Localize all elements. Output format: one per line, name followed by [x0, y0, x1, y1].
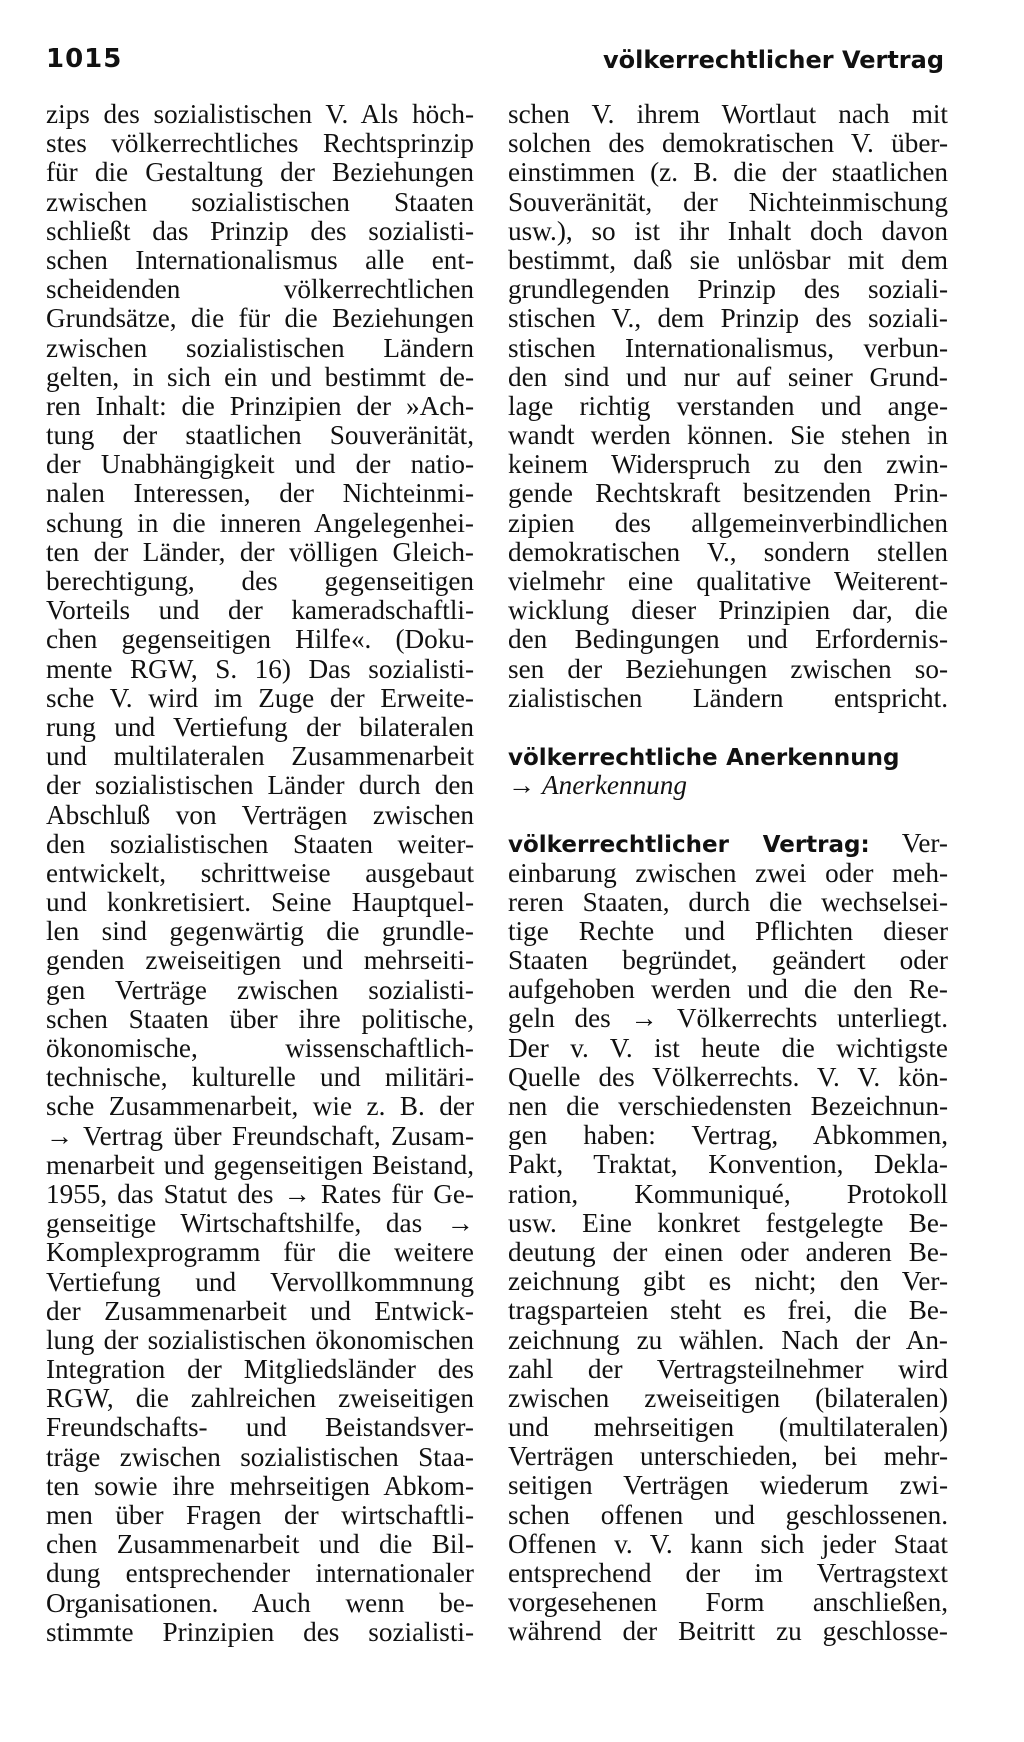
text-line: zipien des allgemeinverbindlichen [508, 508, 948, 538]
text-line: → Vertrag über Freundschaft, Zusam- [46, 1121, 474, 1151]
text-line: gen Verträge zwischen sozialisti- [46, 975, 474, 1005]
text-line: menarbeit und gegenseitigen Beistand, [46, 1150, 474, 1180]
text-line: schen Staaten über ihre politische, [46, 1004, 474, 1034]
entry-gap [508, 713, 948, 742]
text-line: schen Internationalismus alle ent- [46, 245, 474, 275]
text-line: schen V. ihrem Wortlaut nach mit [508, 100, 948, 129]
text-line: tung der staatlichen Souveränität, [46, 421, 474, 451]
text-line: den Bedingungen und Erfordernis- [508, 625, 948, 655]
text-line: wandt werden können. Sie stehen in [508, 421, 948, 451]
continuation-text [508, 100, 948, 713]
text-line: grundlegenden Prinzip des soziali- [508, 275, 948, 305]
text-line: reren Staaten, durch die wechselsei- [508, 887, 948, 917]
text-line: stes völkerrechtliches Rechtsprinzip [46, 129, 474, 159]
text-line: chen gegenseitigen Hilfe«. (Doku- [46, 625, 474, 655]
page-number: 1015 [46, 44, 123, 74]
text-line: sche Zusammenarbeit, wie z. B. der [46, 1092, 474, 1122]
text-line: ökonomische, wissenschaftlich- [46, 1034, 474, 1063]
text-line: Vorteils und der kameradschaftli- [46, 596, 474, 626]
text-line: Offenen v. V. kann sich jeder Staat [508, 1529, 948, 1559]
text-line: entsprechend der im Vertragstext [508, 1559, 948, 1588]
right-column [508, 100, 948, 1647]
text-line: zwischen zweiseitigen (bilateralen) [508, 1383, 948, 1413]
text-line: zeichnung zu wählen. Nach der An- [508, 1325, 948, 1355]
text-line: zialistischen Ländern entspricht. [508, 683, 948, 713]
text-line: lage richtig verstanden und ange- [508, 391, 948, 421]
entry-voelkerrechtlicher-vertrag [508, 829, 948, 1646]
text-line: Verträgen unterschieden, bei mehr- [508, 1442, 948, 1472]
text-line: während der Beitritt zu geschlosse- [508, 1617, 948, 1647]
entry-gap [508, 800, 948, 829]
entry-body [508, 859, 948, 1647]
text-line: gen haben: Vertrag, Abkommen, [508, 1121, 948, 1151]
text-line: ten der Länder, der völligen Gleich- [46, 537, 474, 567]
text-line: Freundschafts- und Beistandsver- [46, 1413, 474, 1443]
text-line: sen der Beziehungen zwischen so- [508, 654, 948, 684]
text-line: berechtigung, des gegenseitigen [46, 567, 474, 596]
text-line: für die Gestaltung der Beziehungen [46, 158, 474, 188]
text-line: Organisationen. Auch wenn be- [46, 1588, 474, 1618]
text-line: wicklung dieser Prinzipien dar, die [508, 596, 948, 626]
text-line: zahl der Vertragsteilnehmer wird [508, 1354, 948, 1384]
text-line: chen Zusammenarbeit und die Bil- [46, 1530, 474, 1560]
text-line: Souveränität, der Nichteinmischung [508, 187, 948, 217]
entry-line [508, 829, 948, 858]
text-line: len sind gegenwärtig die grundle- [46, 917, 474, 947]
text-line: keinem Widerspruch zu den zwin- [508, 450, 948, 480]
text-line: Komplexprogramm für die weitere [46, 1238, 474, 1268]
text-line: zips des sozialistischen V. Als höch- [46, 100, 474, 129]
text-line: schen offenen und geschlossenen. [508, 1500, 948, 1530]
text-line: vielmehr eine qualitative Weiterent- [508, 567, 948, 596]
text-line: einstimmen (z. B. die der staatlichen [508, 158, 948, 188]
text-line: ren Inhalt: die Prinzipien der »Ach- [46, 391, 474, 421]
text-line: demokratischen V., sondern stellen [508, 537, 948, 567]
text-line: Staaten begründet, geändert oder [508, 946, 948, 976]
entry-line [508, 742, 948, 771]
text-line: gelten, in sich ein und bestimmt de- [46, 362, 474, 392]
text-line: der Unabhängigkeit und der natio- [46, 450, 474, 480]
text-line: aufgehoben werden und die den Re- [508, 975, 948, 1005]
cross-reference-link[interactable]: → Anerkennung [508, 770, 687, 801]
text-line: usw.), so ist ihr Inhalt doch davon [508, 216, 948, 246]
text-line: stimmte Prinzipien des sozialisti- [46, 1617, 474, 1647]
text-line: geln des → Völkerrechts unterliegt. [508, 1004, 948, 1034]
text-line: technische, kulturelle und militäri- [46, 1063, 474, 1093]
text-line: stischen V., dem Prinzip des soziali- [508, 304, 948, 334]
text-line: deutung der einen oder anderen Be- [508, 1237, 948, 1267]
text-line: usw. Eine konkret festgelegte Be- [508, 1208, 948, 1238]
text-line: Abschluß von Verträgen zwischen [46, 800, 474, 830]
entry-headword: völkerrechtliche Anerkennung [508, 744, 900, 771]
text-line: scheidenden völkerrechtlichen [46, 275, 474, 305]
text-line: 1955, das Statut des → Rates für Ge- [46, 1179, 474, 1209]
text-line: entwickelt, schrittweise ausgebaut [46, 858, 474, 888]
text-line: zwischen sozialistischen Staaten [46, 187, 474, 217]
text-line: vorgesehenen Form anschließen, [508, 1588, 948, 1618]
text-line: Grundsätze, die für die Beziehungen [46, 304, 474, 334]
text-line: mente RGW, S. 16) Das sozialisti- [46, 654, 474, 684]
text-line: schließt das Prinzip des sozialisti- [46, 216, 474, 246]
text-line: nen die verschiedensten Bezeichnun- [508, 1092, 948, 1121]
text-line: Vertiefung und Vervollkommnung [46, 1267, 474, 1297]
text-line: men über Fragen der wirtschaftli- [46, 1501, 474, 1530]
text-line: und mehrseitigen (multilateralen) [508, 1413, 948, 1443]
text-line: tragsparteien steht es frei, die Be- [508, 1296, 948, 1326]
text-line: der sozialistischen Länder durch den [46, 771, 474, 801]
text-line: nalen Interessen, der Nichteinmi- [46, 479, 474, 509]
text-line: genseitige Wirtschaftshilfe, das → [46, 1209, 474, 1239]
entry-voelkerrechtliche-anerkennung [508, 742, 948, 800]
text-line: dung entsprechender internationaler [46, 1559, 474, 1589]
page-header [46, 44, 944, 88]
text-line: zeichnung gibt es nicht; den Ver- [508, 1267, 948, 1297]
text-line: solchen des demokratischen V. über- [508, 129, 948, 159]
text-line: gende Rechtskraft besitzenden Prin- [508, 479, 948, 509]
text-line: Pakt, Traktat, Konvention, Dekla- [508, 1150, 948, 1180]
text-line: schung in die inneren Angelegenhei- [46, 508, 474, 538]
text-line: und konkretisiert. Seine Hauptquel- [46, 888, 474, 918]
text-line: träge zwischen sozialistischen Staa- [46, 1442, 474, 1472]
text-line: ten sowie ihre mehrseitigen Abkom- [46, 1471, 474, 1501]
text-line: und multilateralen Zusammenarbeit [46, 742, 474, 772]
text-line: rung und Vertiefung der bilateralen [46, 712, 474, 742]
text-line: Integration der Mitgliedsländer des [46, 1355, 474, 1385]
text-line: stischen Internationalismus, verbun- [508, 333, 948, 363]
entry-first-line-text: Ver- [869, 829, 948, 859]
left-column [46, 100, 474, 1647]
text-line: lung der sozialistischen ökonomischen [46, 1325, 474, 1355]
text-line: zwischen sozialistischen Ländern [46, 333, 474, 363]
text-line: einbarung zwischen zwei oder meh- [508, 858, 948, 888]
text-line: sche V. wird im Zuge der Erweite- [46, 683, 474, 713]
running-head: völkerrechtlicher Vertrag [603, 46, 944, 74]
text-line: genden zweiseitigen und mehrseiti- [46, 946, 474, 976]
text-line: ration, Kommuniqué, Protokoll [508, 1179, 948, 1209]
text-line: seitigen Verträgen wiederum zwi- [508, 1471, 948, 1501]
entry-headword: völkerrechtlicher Vertrag: [508, 832, 870, 859]
text-line: bestimmt, daß sie unlösbar mit dem [508, 245, 948, 275]
text-line: der Zusammenarbeit und Entwick- [46, 1296, 474, 1326]
text-line: den sind und nur auf seiner Grund- [508, 362, 948, 392]
text-line: tige Rechte und Pflichten dieser [508, 916, 948, 946]
text-line: Quelle des Völkerrechts. V. V. kön- [508, 1062, 948, 1092]
text-line: RGW, die zahlreichen zweiseitigen [46, 1384, 474, 1414]
text-line: den sozialistischen Staaten weiter- [46, 829, 474, 859]
text-line: Der v. V. ist heute die wichtigste [508, 1033, 948, 1063]
